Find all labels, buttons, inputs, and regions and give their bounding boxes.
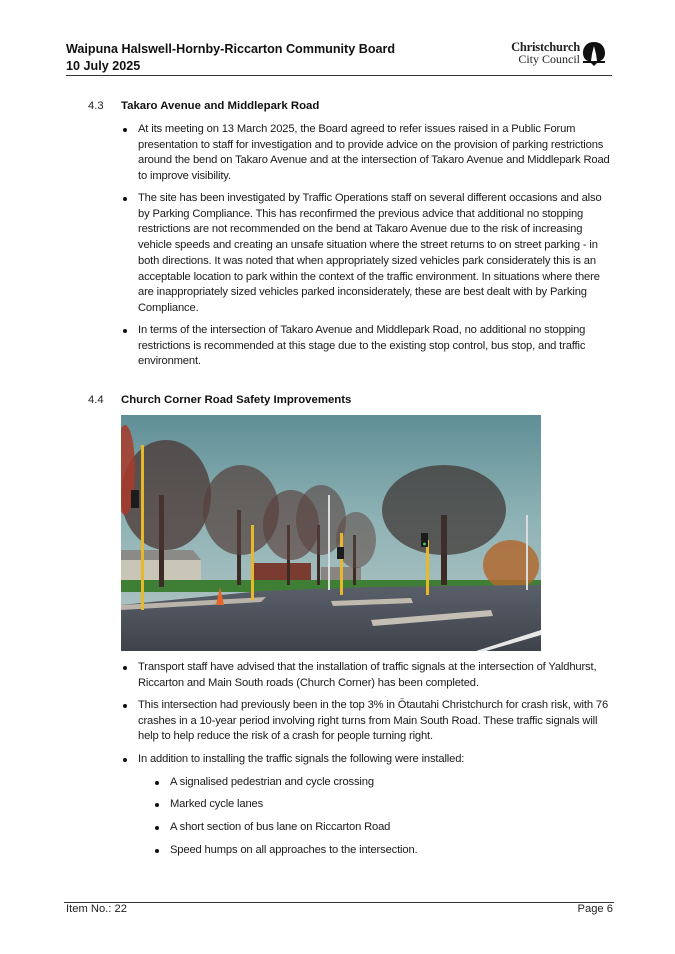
list-item: Transport staff have advised that the installation of traffic signals at the intersection of Yaldhurst, Riccarton and Main South roads (Church Corner) has been completed. [138,661,597,689]
footer-page-number: Page 6 [577,903,613,915]
sub-list-item: A short section of bus lane on Riccarton Road [170,821,391,833]
list-item: In addition to installing the traffic signals the following were installed: [138,753,465,765]
list-item: In terms of the intersection of Takaro Avenue and Middlepark Road, no additional no stopping restrictions is recommended at this stage due to the existing stop control, bus stop, and traffic environment. [138,324,586,368]
header-date: 10 July 2025 [66,59,141,73]
logo-line-2: City Council [518,52,580,66]
section-title: Takaro Avenue and Middlepark Road [121,100,320,112]
section-number: 4.4 [88,394,104,406]
sub-list-item: Speed humps on all approaches to the intersection. [170,844,418,856]
section-title: Church Corner Road Safety Improvements [121,394,352,406]
header-title: Waipuna Halswell-Hornby-Riccarton Community Board [66,42,396,56]
sub-list-item: A signalised pedestrian and cycle crossing [170,776,374,788]
sub-list-item: Marked cycle lanes [170,798,264,810]
header-rule [66,75,612,76]
intersection-photo-image [121,415,541,651]
cathedral-tree-logo-icon [582,41,606,67]
footer-item-number: Item No.: 22 [66,903,127,915]
footer-rule [64,902,614,903]
church-corner-photo [121,415,541,651]
list-item: This intersection had previously been in the top 3% in Ōtautahi Christchurch for crash risk, with 76 crashes in a 10-year period involving right turns from Main South Road. These traffic signals will help to help reduce the risk of a crash for people turning right. [138,699,609,743]
list-item: At its meeting on 13 March 2025, the Board agreed to refer issues raised in a Public Forum presentation to staff for investigation and to provide advice on the provision of parking restrictions around the bend on Takaro Avenue and at the intersection of Takaro Avenue and Middlepark Road to improve visibility. [138,123,610,183]
council-logo [498,40,608,70]
logo-line-1: Christchurch [511,40,580,54]
section-number: 4.3 [88,100,104,112]
list-item: The site has been investigated by Traffic Operations staff on several different occasions and also by Parking Compliance. This has reconfirmed the previous advice that additional no stopping restrictions are not recommended on the bend at Takaro Avenue due to the risk of increasing vehicle speeds and creating an unsafe situation where the street returns to on street parking - in both directions. It was noted that when appropriately sized vehicles park considerately this is an acceptable location to park within the context of the traffic environment. In situations where there are inappropriately sized vehicles parked inconsiderately, these are best dealt with by Parking Compliance. [138,192,602,314]
